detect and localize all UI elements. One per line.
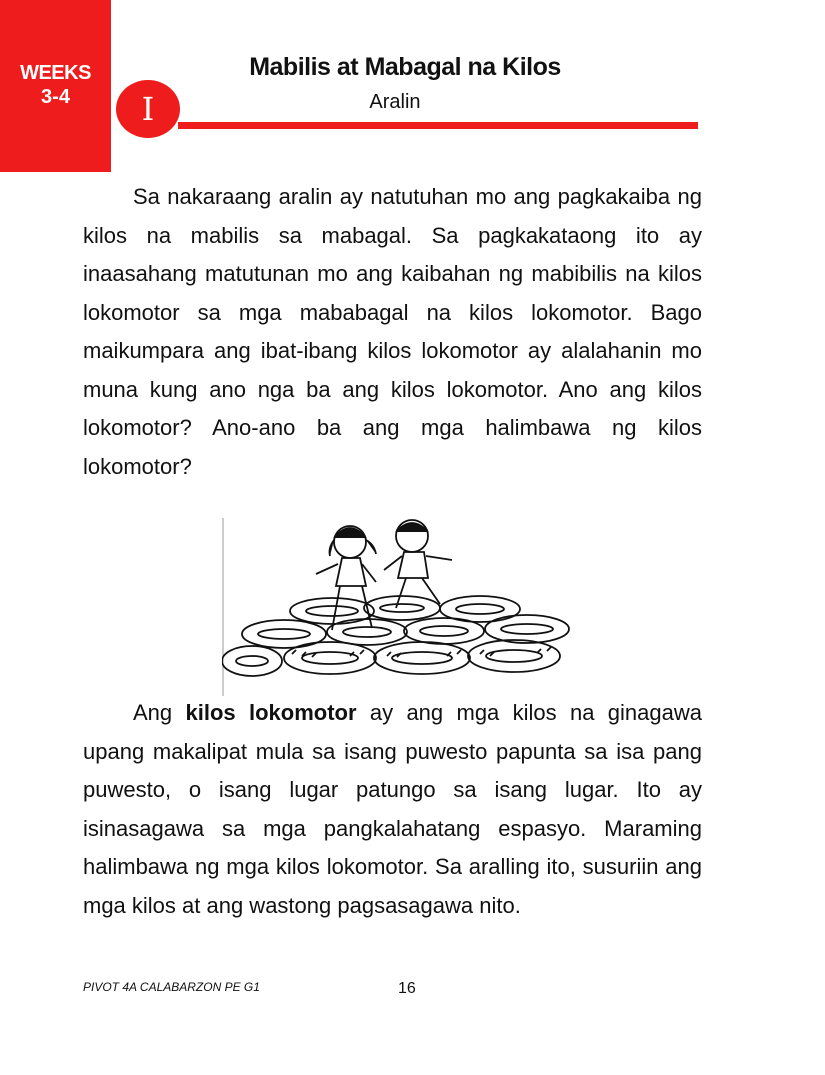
page-number: 16 [398, 980, 416, 997]
title-underline-bar [178, 122, 698, 129]
definition-lead: Ang [133, 700, 173, 725]
footer-source: PIVOT 4A CALABARZON PE G1 [83, 980, 260, 994]
intro-paragraph-text: Sa nakaraang aralin ay natutuhan mo ang pagkakaiba ng kilos na mabilis sa mabagal. Sa pagkakataong ito ay inaasahang matutunan mo ang kaibahan ng mabibilis na kilos lokomotor sa mga mababagal na kilos lokomotor. Bago maikumpara ang ibat-ibang kilos lokomotor ay alalahanin mo muna kung ano nga ba ang kilos lokomotor. Ano ang kilos lokomotor? Ano-ano ba ang mga halimbawa ng kilos lokomotor? [83, 184, 702, 479]
weeks-label: WEEKS [20, 62, 91, 84]
definition-text: ay ang mga kilos na ginagawa upang makalipat mula sa isang puwesto papunta sa isa pang puwesto, o isang lugar patungo sa isang lugar. Ito ay isinasagawa sa mga pangkalahatang espasyo. Maraming halimbawa ng mga kilos lokomotor. Sa aralling ito, susuriin ang mga kilos at ang wastong pagsasagawa nito. [83, 700, 702, 918]
definition-term: kilos lokomotor [185, 700, 357, 725]
section-badge-letter: I [141, 90, 155, 128]
weeks-number: 3-4 [41, 86, 70, 108]
children-hopping-tires-illustration [222, 516, 574, 698]
weeks-badge [0, 0, 111, 172]
definition-paragraph [83, 694, 702, 925]
lesson-title: Mabilis at Mabagal na Kilos [249, 53, 561, 81]
intro-paragraph [83, 178, 702, 486]
lesson-subtitle: Aralin [369, 91, 421, 113]
section-badge [116, 80, 180, 138]
